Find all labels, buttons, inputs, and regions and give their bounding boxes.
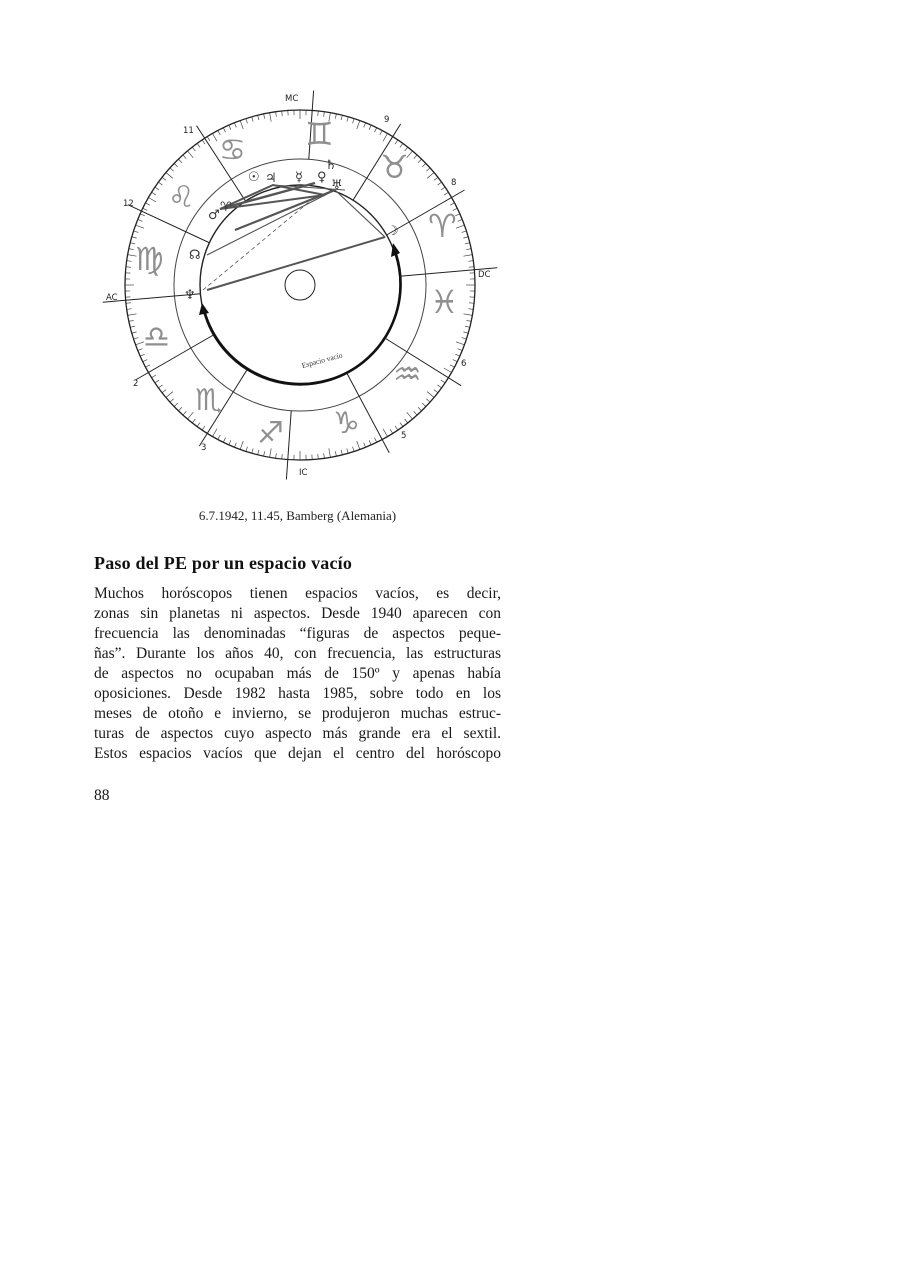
degree-tick: [234, 123, 236, 128]
empty-space-label: Espacio vacío: [300, 350, 344, 371]
degree-tick: [364, 443, 366, 448]
degree-tick: [458, 349, 463, 351]
degree-tick: [162, 390, 166, 393]
degree-tick: [270, 113, 272, 122]
capricorn-icon: ♑: [333, 406, 360, 441]
degree-tick: [353, 447, 355, 452]
body-paragraph: [94, 584, 501, 764]
degree-tick: [132, 237, 137, 238]
degree-tick: [166, 392, 173, 398]
cancer-icon: ♋: [219, 133, 246, 168]
degree-tick: [347, 117, 348, 122]
degree-tick: [444, 368, 452, 373]
degree-tick: [353, 119, 355, 124]
degree-tick: [202, 140, 205, 144]
degree-tick: [468, 261, 473, 262]
house-number: 3: [201, 443, 207, 453]
house-number: 12: [123, 199, 134, 209]
degree-tick: [335, 451, 336, 456]
degree-tick: [426, 399, 430, 402]
degree-tick: [318, 454, 319, 459]
degree-tick: [174, 163, 178, 166]
venus-icon: ♀: [317, 170, 327, 185]
degree-tick: [468, 309, 473, 310]
degree-tick: [341, 450, 342, 455]
degree-tick: [405, 419, 408, 423]
horoscope-chart: [95, 85, 505, 485]
degree-tick: [166, 173, 173, 179]
degree-tick: [341, 115, 342, 120]
degree-tick: [380, 130, 382, 134]
degree-tick: [434, 390, 438, 393]
degree-tick: [395, 426, 398, 430]
degree-tick: [252, 448, 253, 453]
section-heading: Paso del PE por un espacio vacío: [94, 553, 353, 573]
degree-tick: [134, 338, 139, 340]
degree-tick: [329, 448, 331, 457]
arc-arrow-left: [199, 303, 209, 315]
degree-tick: [469, 303, 474, 304]
degree-tick: [170, 399, 174, 402]
degree-tick: [155, 380, 159, 383]
degree-tick: [364, 123, 366, 128]
degree-tick: [162, 177, 166, 180]
degree-tick: [463, 314, 472, 316]
paragraph-line: frecuencia las denominadas “figuras de aspectos peque-: [94, 625, 501, 642]
house-number: 9: [384, 115, 390, 125]
degree-tick: [438, 385, 442, 388]
degree-tick: [414, 155, 417, 159]
degree-tick: [143, 360, 147, 362]
house-number: 11: [183, 126, 194, 136]
house-cusp-line: [286, 411, 291, 480]
neptune-icon: ♆: [184, 288, 196, 303]
degree-tick: [466, 320, 471, 321]
degree-tick: [276, 453, 277, 458]
saturn-icon: ♄: [325, 158, 337, 173]
uranus-icon: ♅: [331, 178, 343, 193]
degree-tick: [444, 192, 448, 195]
degree-tick: [375, 128, 377, 132]
degree-tick: [140, 214, 145, 216]
degree-tick: [148, 198, 156, 203]
degree-tick: [130, 326, 135, 327]
house-number: 6: [461, 359, 467, 369]
horoscope-wheel: [95, 85, 505, 485]
degree-tick: [427, 173, 434, 179]
sagittarius-icon: ♐: [257, 416, 284, 451]
degree-tick: [463, 255, 472, 257]
degree-tick: [202, 426, 205, 430]
degree-tick: [335, 114, 336, 119]
degree-tick: [462, 231, 467, 233]
degree-tick: [426, 168, 430, 171]
degree-tick: [438, 182, 442, 185]
degree-tick: [134, 231, 139, 233]
degree-tick: [218, 435, 220, 439]
mc-label: MC: [285, 94, 299, 104]
degree-tick: [418, 407, 421, 411]
degree-tick: [207, 137, 210, 141]
degree-tick: [132, 332, 137, 333]
ic-label: IC: [299, 468, 308, 478]
mars-icon: ♂: [208, 208, 220, 223]
node-icon: ☊: [189, 248, 201, 263]
center-circle: [285, 270, 315, 300]
degree-tick: [158, 182, 162, 185]
aries-icon: ♈: [428, 207, 457, 245]
house-number: 2: [133, 379, 139, 389]
taurus-icon: ♉: [380, 148, 409, 186]
degree-tick: [155, 187, 159, 190]
gemini-icon: ♊: [305, 115, 334, 153]
paragraph-line: de aspectos no ocupaban más de 150º y apenas había: [94, 665, 501, 682]
degree-tick: [188, 412, 194, 419]
degree-tick: [383, 429, 388, 437]
aries-point-icon: ♈: [220, 200, 232, 215]
degree-tick: [450, 203, 454, 205]
mercury-icon: ☿: [295, 170, 303, 185]
degree-tick: [465, 326, 470, 327]
degree-tick: [183, 155, 186, 159]
degree-tick: [463, 237, 468, 238]
degree-tick: [357, 121, 360, 129]
libra-icon: ♎: [143, 320, 170, 355]
degree-tick: [127, 309, 132, 310]
jupiter-icon: ♃: [265, 171, 277, 186]
paragraph-line: ñas”. Durante los años 40, con frecuencia, las estructuras: [94, 645, 501, 662]
degree-tick: [145, 365, 149, 367]
degree-tick: [369, 440, 371, 445]
paragraph-line: turas de aspectos cuyo aspecto más grande era el sextil.: [94, 725, 501, 742]
degree-tick: [240, 441, 243, 449]
degree-tick: [136, 225, 144, 228]
degree-tick: [441, 187, 445, 190]
paragraph-line: oposiciones. Desde 1982 hasta 1985, sobre todo en los: [94, 685, 501, 702]
degree-tick: [183, 411, 186, 415]
degree-tick: [453, 360, 457, 362]
virgo-icon: ♍: [135, 240, 164, 278]
degree-tick: [282, 111, 283, 116]
degree-tick: [127, 261, 132, 262]
degree-tick: [357, 441, 360, 449]
degree-tick: [152, 375, 156, 378]
degree-tick: [252, 117, 253, 122]
paragraph-line: zonas sin planetas ni aspectos. Desde 1940 aparecen con: [94, 605, 501, 622]
degree-tick: [138, 219, 143, 221]
degree-tick: [456, 342, 464, 345]
paragraph-line: Muchos horóscopos tienen espacios vacíos, es decir,: [94, 585, 501, 602]
house-number: 8: [451, 178, 457, 188]
degree-tick: [456, 225, 464, 228]
paragraph-line: meses de otoño e invierno, se produjeron muchas estruc-: [94, 705, 501, 722]
degree-tick: [390, 429, 393, 433]
degree-tick: [258, 115, 259, 120]
degree-tick: [276, 112, 277, 117]
degree-tick: [455, 354, 460, 356]
degree-tick: [422, 163, 426, 166]
degree-tick: [375, 438, 377, 442]
degree-tick: [414, 411, 417, 415]
degree-tick: [369, 125, 371, 130]
degree-tick: [400, 143, 403, 147]
degree-tick: [282, 454, 283, 459]
house-number: 5: [401, 431, 407, 441]
degree-tick: [418, 159, 421, 163]
degree-tick: [458, 219, 463, 221]
degree-tick: [143, 208, 147, 210]
degree-tick: [152, 192, 156, 195]
sun-icon: ☉: [248, 170, 260, 185]
degree-tick: [383, 133, 388, 141]
degree-tick: [450, 365, 454, 367]
pisces-icon: ♓: [430, 283, 459, 321]
leo-icon: ♌: [168, 180, 195, 215]
degree-tick: [347, 448, 348, 453]
degree-tick: [469, 267, 474, 268]
degree-tick: [427, 392, 434, 398]
degree-tick: [158, 385, 162, 388]
degree-tick: [465, 243, 470, 244]
ac-label: AC: [106, 293, 118, 303]
degree-tick: [422, 403, 426, 406]
dc-label: DC: [478, 270, 491, 280]
degree-tick: [246, 447, 248, 452]
degree-tick: [129, 320, 134, 321]
degree-tick: [407, 412, 413, 419]
paragraph-line: Estos espacios vacíos que dejan el centro del horóscopo: [94, 745, 501, 762]
degree-tick: [264, 451, 265, 456]
degree-tick: [462, 338, 467, 340]
page-number: 88: [94, 787, 110, 804]
degree-tick: [129, 249, 134, 250]
degree-tick: [223, 438, 225, 442]
aquarius-icon: ♒: [393, 355, 422, 393]
degree-tick: [234, 443, 236, 448]
degree-tick: [463, 332, 468, 333]
degree-tick: [466, 249, 471, 250]
degree-tick: [229, 440, 231, 445]
scorpio-icon: ♏: [195, 383, 222, 418]
degree-tick: [240, 121, 243, 129]
degree-tick: [126, 303, 131, 304]
degree-tick: [441, 380, 445, 383]
degree-tick: [145, 203, 149, 205]
degree-tick: [178, 159, 181, 163]
degree-tick: [434, 177, 438, 180]
moon-icon: ☽: [387, 224, 399, 239]
degree-tick: [188, 151, 194, 158]
degree-tick: [174, 403, 178, 406]
degree-tick: [128, 314, 137, 316]
degree-tick: [192, 419, 195, 423]
degree-tick: [213, 429, 218, 437]
degree-tick: [197, 143, 200, 147]
degree-tick: [170, 168, 174, 171]
degree-tick: [395, 140, 398, 144]
degree-tick: [400, 423, 403, 427]
degree-tick: [192, 147, 195, 151]
degree-tick: [126, 267, 131, 268]
degree-tick: [223, 128, 225, 132]
degree-tick: [229, 125, 231, 130]
degree-tick: [138, 349, 143, 351]
degree-tick: [264, 114, 265, 119]
degree-tick: [246, 119, 248, 124]
degree-tick: [197, 423, 200, 427]
degree-tick: [324, 453, 325, 458]
figure-caption: 6.7.1942, 11.45, Bamberg (Alemania): [198, 508, 397, 523]
degree-tick: [213, 133, 218, 141]
degree-tick: [178, 407, 181, 411]
